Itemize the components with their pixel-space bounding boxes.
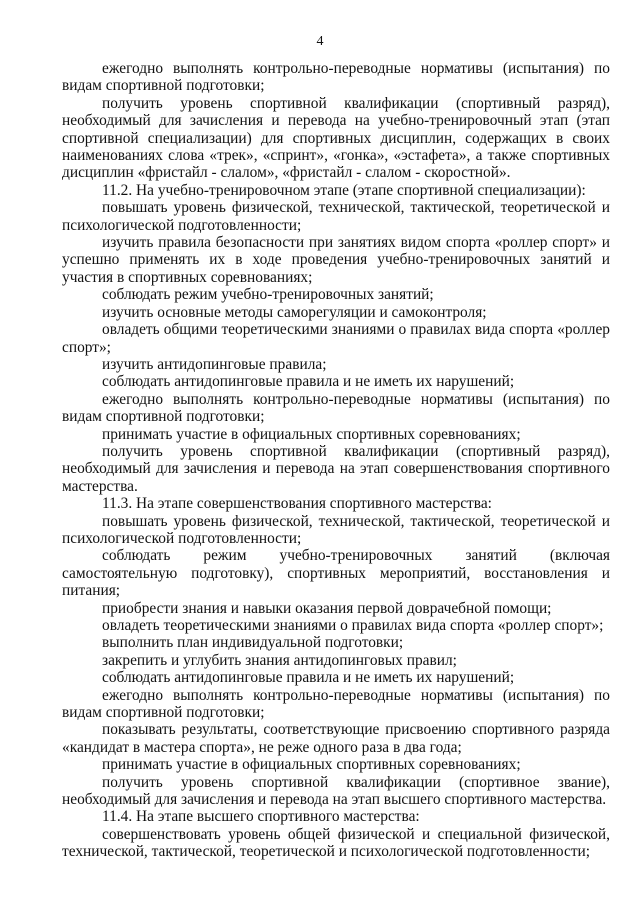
paragraph: ежегодно выполнять контрольно-переводные нормативы (испытания) по видам спортивной подготовки;	[62, 390, 610, 426]
paragraph: совершенствовать уровень общей физической и специальной физической, технической, тактической, теоретической и психологической подготовленности;	[62, 825, 610, 861]
paragraph: ежегодно выполнять контрольно-переводные нормативы (испытания) по видам спортивной подготовки;	[62, 60, 610, 95]
section-heading: 11.2. На учебно-тренировочном этапе (этапе спортивной специализации):	[102, 181, 586, 199]
paragraph: овладеть теоретическими знаниями о правилах вида спорта «роллер спорт»;	[102, 617, 604, 634]
paragraph: показывать результаты, соответствующие присвоению спортивного разряда «кандидат в мастера спорта», не реже одного раза в два года;	[62, 721, 610, 756]
paragraph: приобрести знания и навыки оказания первой доврачебной помощи;	[102, 599, 552, 617]
paragraph: изучить основные методы саморегуляции и самоконтроля;	[102, 303, 487, 321]
paragraph: выполнить план индивидуальной подготовки;	[102, 634, 404, 652]
paragraph: получить уровень спортивной квалификации (спортивный разряд), необходимый для зачисления и перевода на этап совершенствования спортивного мастерства.	[62, 442, 610, 495]
paragraph: получить уровень спортивной квалификации (спортивный разряд), необходимый для зачисления и перевода на учебно-тренировочный этап (этап спортивной специализации) для спортивных дисциплин, содержащих в своих наименованиях слова «трек», «спринт», «гонка», «эстафета», а также спортивных дисциплин «фристайл - слалом», «фристайл - слалом - скоростной».	[62, 94, 610, 182]
section-heading: 11.3. На этапе совершенствования спортивного мастерства:	[102, 495, 492, 513]
paragraph: овладеть общими теоретическими знаниями о правилах вида спорта «роллер спорт»;	[62, 321, 610, 356]
document-body	[62, 60, 610, 861]
paragraph: соблюдать антидопинговые правила и не иметь их нарушений;	[102, 373, 515, 391]
paragraph: закрепить и углубить знания антидопинговых правил;	[102, 651, 457, 669]
paragraph: изучить антидопинговые правила;	[102, 355, 327, 373]
paragraph: соблюдать режим учебно-тренировочных занятий;	[102, 286, 434, 304]
paragraph: получить уровень спортивной квалификации (спортивное звание), необходимый для зачисления и перевода на этап высшего спортивного мастерства.	[62, 773, 610, 809]
paragraph: принимать участие в официальных спортивных соревнованиях;	[102, 756, 521, 774]
paragraph: соблюдать режим учебно-тренировочных занятий (включая самостоятельную подготовку), спортивных мероприятий, восстановления и питания;	[62, 547, 610, 600]
paragraph: соблюдать антидопинговые правила и не иметь их нарушений;	[102, 669, 515, 687]
paragraph: повышать уровень физической, технической, тактической, теоретической и психологической подготовленности;	[62, 199, 610, 234]
section-heading: 11.4. На этапе высшего спортивного мастерства:	[102, 808, 420, 826]
paragraph: ежегодно выполнять контрольно-переводные нормативы (испытания) по видам спортивной подготовки;	[62, 686, 610, 722]
page-number: 4	[316, 34, 324, 49]
paragraph: принимать участие в официальных спортивных соревнованиях;	[102, 425, 521, 443]
paragraph: повышать уровень физической, технической, тактической, теоретической и психологической подготовленности;	[62, 512, 610, 547]
paragraph: изучить правила безопасности при занятиях видом спорта «роллер спорт» и успешно применять их в ходе проведения учебно-тренировочных занятий и участия в спортивных соревнованиях;	[62, 234, 610, 286]
